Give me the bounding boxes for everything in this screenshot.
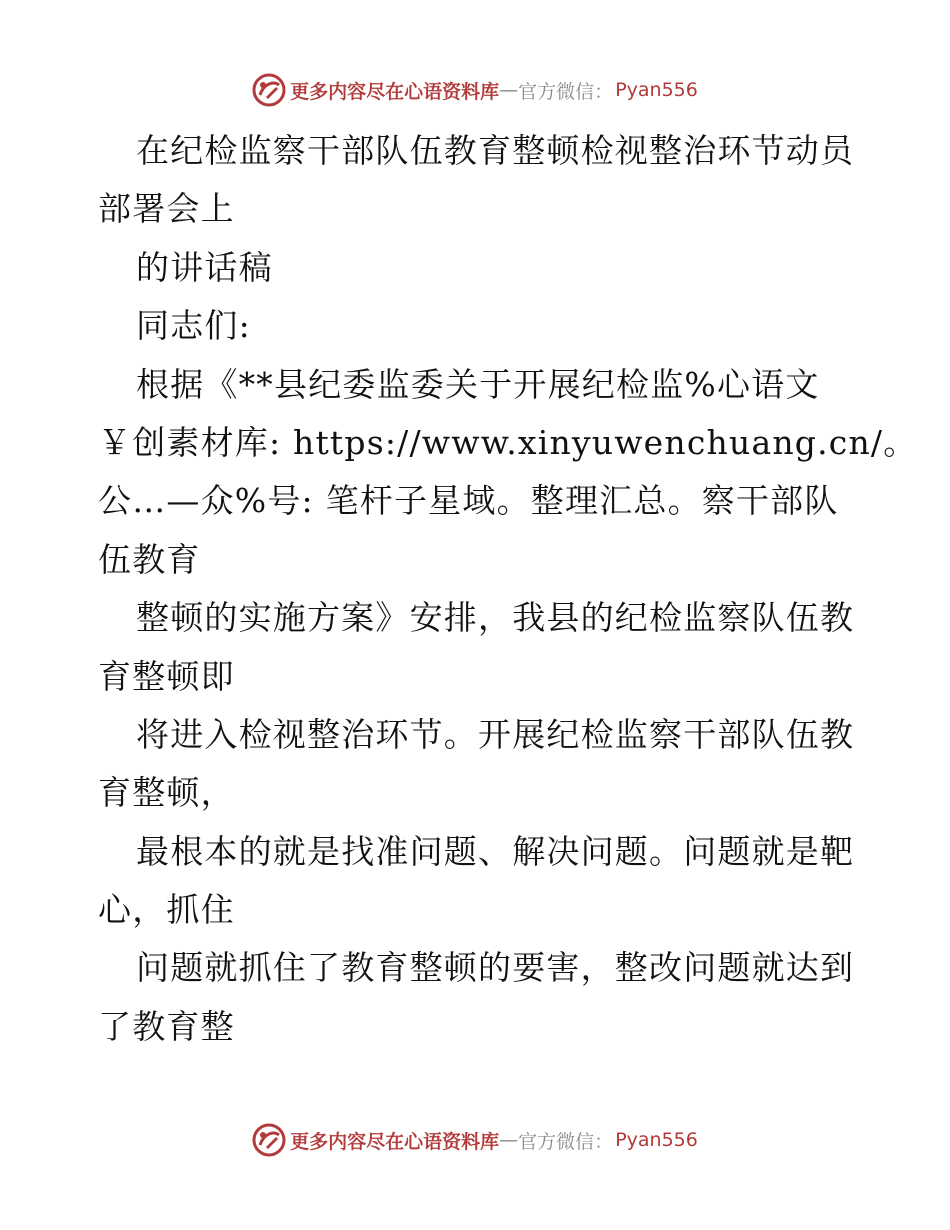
document-line: ￥创素材库: https://www.xinyuwenchuang.cn/。 (98, 422, 918, 462)
document-line: 公…—众%号: 笔杆子星域。整理汇总。察干部队 (98, 481, 839, 521)
document-line: 最根本的就是找准问题、解决问题。问题就是靶 (136, 831, 855, 871)
header-banner (0, 70, 950, 110)
document-body (98, 122, 918, 1056)
document-line: 根据《**县纪委监委关于开展纪检监%心语文 (136, 364, 820, 404)
banner-wechat-label: 官方微信： (518, 80, 614, 103)
banner-dash: — (499, 1129, 519, 1151)
document-line: 问题就抓住了教育整顿的要害，整改问题就达到 (136, 948, 855, 988)
document-line: 将进入检视整治环节。开展纪检监察干部队伍教 (136, 714, 855, 754)
document-line: 的讲话稿 (136, 247, 273, 287)
document-line: 整顿的实施方案》安排，我县的纪检监察队伍教 (136, 598, 855, 638)
banner-wechat-id: Pyan556 (615, 1129, 698, 1151)
logo-icon (252, 73, 286, 107)
document-line: 在纪检监察干部队伍教育整顿检视整治环节动员 (136, 131, 855, 170)
document-line: 了教育整 (98, 1006, 235, 1046)
document-line: 育整顿即 (98, 656, 235, 696)
footer-banner (0, 1120, 950, 1160)
banner-wechat-id: Pyan556 (615, 79, 698, 101)
logo-icon (252, 1123, 286, 1157)
banner-dash: — (499, 79, 519, 101)
banner-brand: 更多内容尽在心语资料库 (290, 1130, 500, 1153)
document-line: 育整顿， (98, 773, 235, 813)
document-line: 伍教育 (98, 539, 201, 579)
document-line: 心，抓住 (98, 890, 235, 930)
document-line: 同志们: (136, 306, 251, 346)
banner-wechat-label: 官方微信： (518, 1130, 614, 1153)
banner-brand: 更多内容尽在心语资料库 (290, 80, 500, 103)
document-line: 部署会上 (98, 189, 235, 229)
